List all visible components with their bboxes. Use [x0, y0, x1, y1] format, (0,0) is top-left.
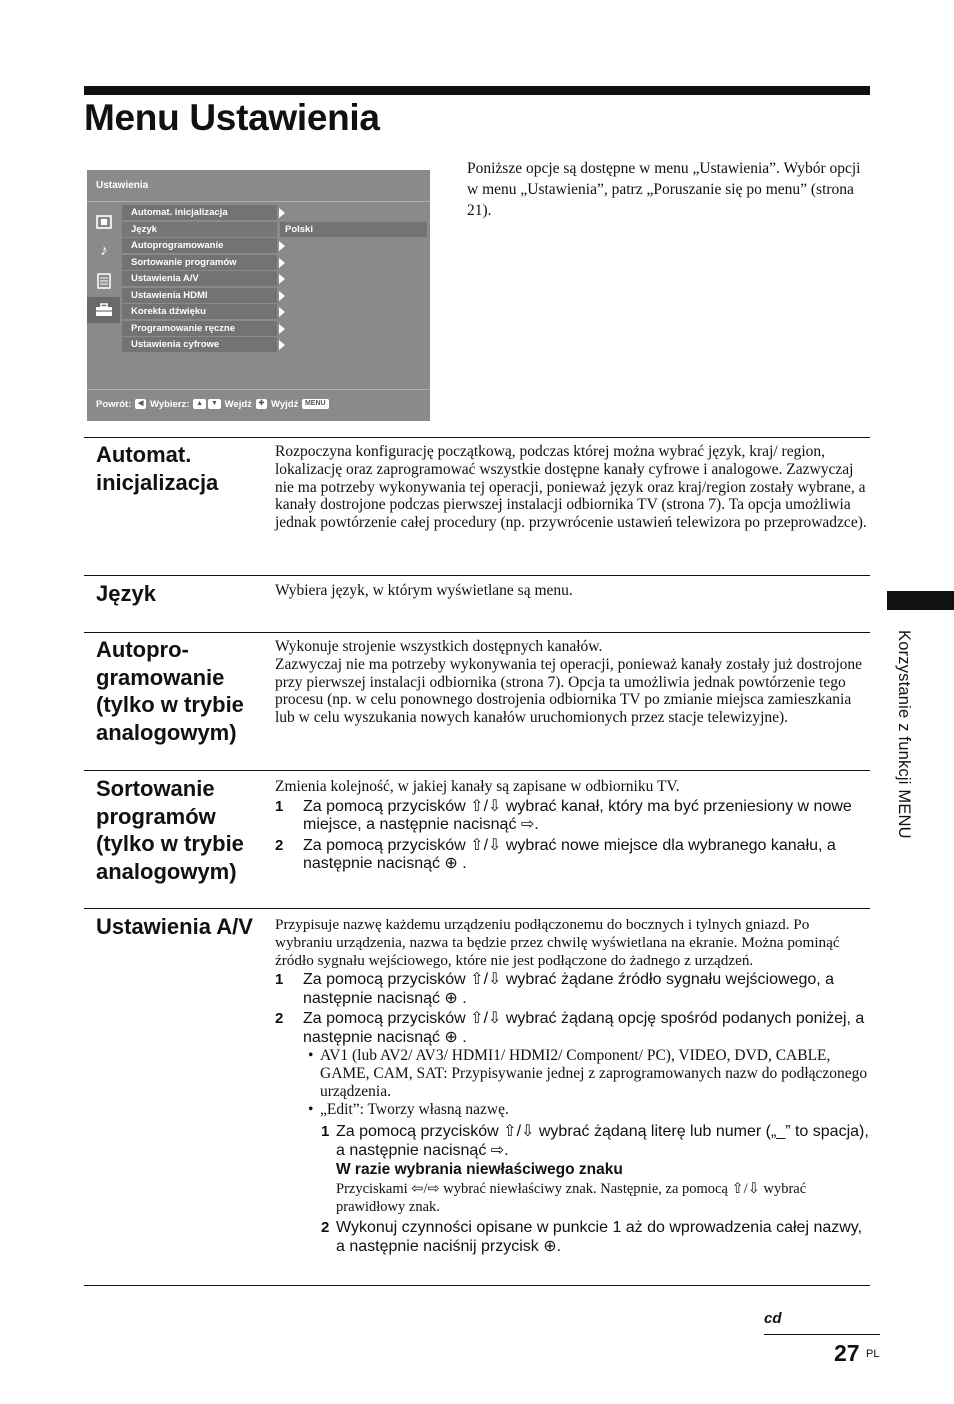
arrow-right-icon	[279, 340, 285, 350]
auto-init-text: Rozpoczyna konfigurację początkową, podczas której można wybrać język, kraj/ region, lokalizację oraz zaprogramować wszystkie dostępne kanały cyfrowe i analogowe. Zazwyczaj nie ma potrzeby wykonywania tej operacji, ponieważ język oraz kraj/region zostały wybrane, a kanały dostrojone podczas pierwszej instalacji odbiornika TV (strona 7). Ta opcja umożliwia jednak powtórzenie całej procedury (np. przywrócenie ustawień telewizora po przeprowadzce).	[275, 443, 867, 532]
menu-item-digital-settings[interactable]: Ustawienia cyfrowe	[122, 337, 277, 352]
wrong-char-text: Przyciskami ⇦/⇨ wybrać niewłaściwy znak. Następnie, za pomocą ⇧/⇩ wybrać prawidłowy znak.	[336, 1181, 807, 1216]
av-text: Przypisuje nazwę każdemu urządzeniu podłączonemu do bocznych i tylnych gniazd. Po wybraniu urządzenia, nazwa ta będzie przez chwilę wyświetlana na ekranie. Można pominąć źródło sygnału wejściowego, które nie jest podłączone do żadnego z urządzeń.	[275, 916, 840, 969]
footer-code: cd	[764, 1310, 782, 1327]
menu-item-sorting[interactable]: Sortowanie programów	[122, 255, 277, 270]
intro-text: Poniższe opcje są dostępne w menu „Ustawienia”. Wybór opcji w menu „Ustawienia”, patrz „Poruszanie się po menu” (strona 21).	[467, 160, 861, 219]
title-bar	[84, 86, 870, 95]
av-edit-step-1: 1 Za pomocą przycisków ⇧/⇩ wybrać żądaną literę lub numer („_” to spacja), a następnie nacisnąć ⇨.	[321, 1123, 869, 1159]
toolbox-icon[interactable]	[87, 297, 120, 323]
section-divider	[84, 1285, 870, 1286]
back-key-icon: ◀	[135, 399, 146, 409]
menu-item-language[interactable]: Język	[122, 222, 277, 237]
sorting-body	[275, 778, 870, 874]
side-tab-label: Korzystanie z funkcji MENU	[895, 630, 913, 839]
channel-list-icon[interactable]	[91, 268, 117, 294]
wrong-char-heading: W razie wybrania niewłaściwego znaku	[336, 1161, 623, 1179]
side-tab-marker	[887, 591, 954, 610]
autoprog-body	[275, 638, 870, 727]
section-divider	[84, 908, 870, 909]
av-step-2: 2 Za pomocą przycisków ⇧/⇩ wybrać żądaną opcję spośród podanych poniżej, a następnie nacisnąć ⊕ .	[275, 1010, 865, 1046]
page-number: 27	[834, 1340, 860, 1366]
menu-item-autoprogramming[interactable]: Autoprogramowanie	[122, 238, 277, 253]
menu-item-hdmi-settings[interactable]: Ustawienia HDMI	[122, 288, 277, 303]
menu-item-sound-correction[interactable]: Korekta dźwięku	[122, 304, 277, 319]
av-bullet-2: • „Edit”: Tworzy własną nazwę.	[308, 1101, 509, 1119]
av-bullet-1: • AV1 (lub AV2/ AV3/ HDMI1/ HDMI2/ Component/ PC), VIDEO, DVD, CABLE, GAME, CAM, SAT: Przypisywanie jednej z zaprogramowanych nazw do podłączonego urządzenia.	[308, 1047, 868, 1101]
screen-title: Ustawienia	[96, 180, 149, 191]
autoprog-heading: Autopro- gramowanie (tylko w trybie analogowym)	[96, 637, 244, 745]
up-key-icon: ▲	[193, 399, 206, 409]
picture-icon[interactable]	[91, 209, 117, 235]
av-step-1: 1 Za pomocą przycisków ⇧/⇩ wybrać żądane źródło sygnału wejściowego, a następnie nacisnąć ⊕ .	[275, 971, 835, 1007]
arrow-right-icon	[279, 274, 285, 284]
settings-screen	[87, 170, 430, 421]
autoprog-text-1: Wykonuje strojenie wszystkich dostępnych kanałów.	[275, 638, 603, 655]
av-body	[275, 916, 870, 1256]
av-edit-substeps	[321, 1123, 870, 1256]
menu-item-auto-init[interactable]: Automat. inicjalizacja	[122, 205, 277, 220]
arrow-right-icon	[279, 258, 285, 268]
sorting-step-1: 1 Za pomocą przycisków ⇧/⇩ wybrać kanał, który ma być przeniesiony w nowe miejsce, a następnie nacisnąć ⇨.	[275, 797, 852, 834]
language-value[interactable]: Polski	[280, 222, 427, 237]
sorting-step-2: 2 Za pomocą przycisków ⇧/⇩ wybrać nowe miejsce dla wybranego kanału, a następnie nacisnąć ⊕ .	[275, 836, 836, 873]
screen-footer	[96, 399, 330, 410]
sorting-text: Zmienia kolejność, w jakiej kanały są zapisane w odbiorniku TV.	[275, 778, 680, 795]
av-heading: Ustawienia A/V	[96, 914, 253, 939]
footer-rule	[764, 1334, 880, 1335]
section-divider	[84, 575, 870, 576]
enter-label: Wejdź	[224, 399, 252, 410]
auto-init-heading: Automat. inicjalizacja	[96, 442, 219, 495]
sound-icon[interactable]: ♪	[100, 241, 108, 259]
back-label: Powrót:	[96, 399, 132, 410]
exit-label: Wyjdź	[271, 399, 299, 410]
language-text: Wybiera język, w którym wyświetlane są menu.	[275, 582, 573, 599]
page-title: Menu Ustawienia	[84, 97, 380, 138]
section-divider	[84, 632, 870, 633]
select-label: Wybierz:	[150, 399, 190, 410]
down-key-icon: ▼	[208, 399, 221, 409]
sorting-heading: Sortowanie programów (tylko w trybie analogowym)	[96, 776, 244, 884]
av-edit-step-2: 2 Wykonuj czynności opisane w punkcie 1 aż do wprowadzenia całej nazwy, a następnie naciśnij przycisk ⊕.	[321, 1219, 863, 1255]
arrow-right-icon	[279, 324, 285, 334]
enter-key-icon: ✚	[256, 399, 268, 409]
menu-item-manual-programming[interactable]: Programowanie ręczne	[122, 321, 277, 336]
screen-divider	[87, 201, 430, 202]
arrow-right-icon	[279, 291, 285, 301]
arrow-right-icon	[279, 208, 285, 218]
section-divider	[84, 770, 870, 771]
menu-item-av-settings[interactable]: Ustawienia A/V	[122, 271, 277, 286]
language-heading: Język	[96, 581, 156, 606]
arrow-right-icon	[279, 241, 285, 251]
page-language: PL	[866, 1348, 880, 1360]
autoprog-text-2: Zazwyczaj nie ma potrzeby wykonywania tej operacji, ponieważ kanały zostały już dostrojone przy pierwszej instalacji odbiornika (strona 7). Opcja ta umożliwia jednak powtórzenie tego procesu (np. w celu ponownego dostrojenia odbiornika TV po zmianie miejsca zamieszkania lub w celu wyszukania nowych kanałów uruchomionych przez stacje telewizyjne).	[275, 655, 863, 727]
arrow-right-icon	[279, 307, 285, 317]
screen-footer-divider	[87, 389, 430, 390]
menu-key: MENU	[302, 399, 329, 409]
section-divider	[84, 437, 870, 438]
